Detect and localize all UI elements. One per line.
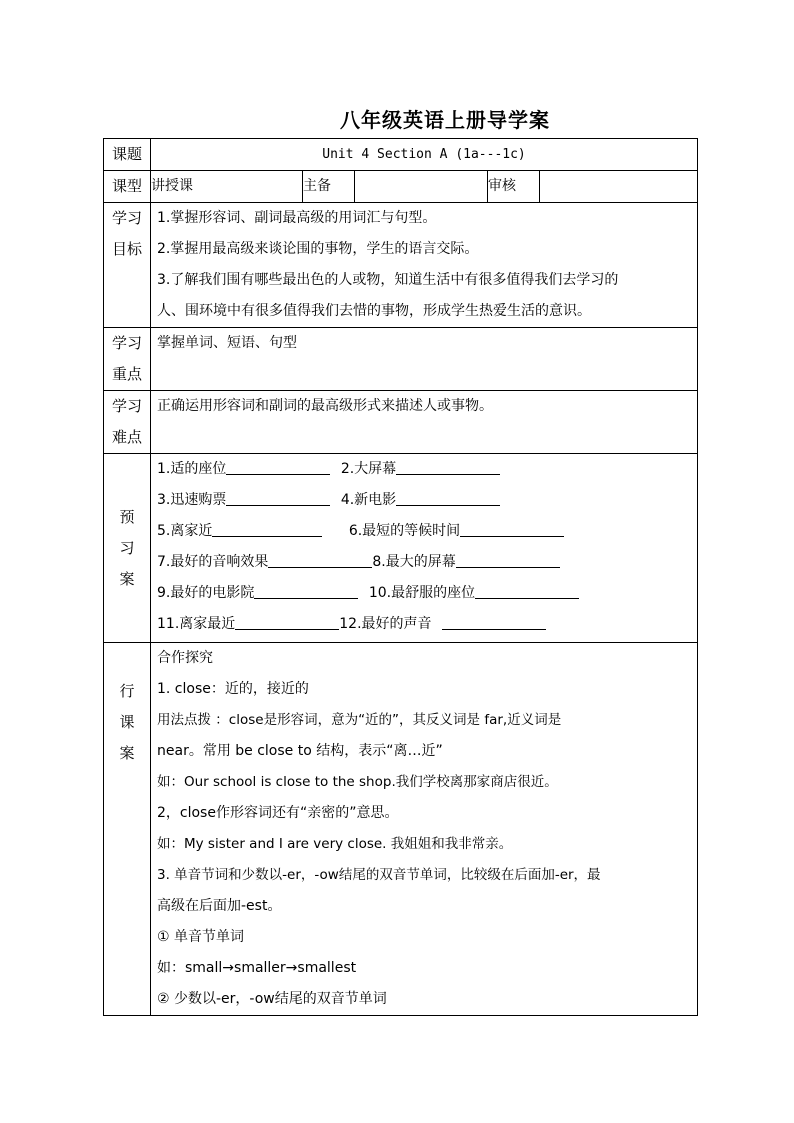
blank-line [475, 580, 579, 599]
key-points-content: 掌握单词、短语、句型 [151, 328, 698, 391]
blank-line [235, 611, 339, 630]
blank-line [396, 487, 500, 506]
preview-line: 7.最好的音响效果 8.最大的屏幕 [151, 547, 697, 578]
blank-line [442, 611, 546, 630]
activity-label: 行 课 案 [104, 643, 151, 1016]
preview-row [104, 454, 698, 643]
page-title: 八年级英语上册导学案 [340, 108, 550, 132]
goal-line: 1.掌握形容词、副词最高级的用词汇与句型。 [157, 210, 437, 226]
activity-line: 用法点拨 ：close是形容词，意为“近的”，其反义词是 far,近义词是 [157, 712, 562, 728]
blank-line [456, 549, 560, 568]
activity-line: 2，close作形容词还有“亲密的”意思。 [157, 805, 399, 821]
preview-label: 预 习 案 [104, 454, 151, 643]
blank-line [226, 487, 330, 506]
blank-line [268, 549, 372, 568]
activity-row [104, 643, 698, 1016]
activity-line: 如：Our school is close to the shop.我们学校离那家商店很近。 [157, 774, 558, 790]
type-row [104, 171, 698, 203]
topic-value: Unit 4 Section A (1a---1c) [151, 139, 698, 171]
activity-line: ② 少数以-er，-ow结尾的双音节单词 [157, 991, 387, 1007]
activity-line: 3. 单音节词和少数以-er，-ow结尾的双音节单词，比较级在后面加-er，最 [157, 867, 601, 883]
activity-content [151, 643, 698, 1016]
review-label: 审核 [488, 171, 540, 203]
difficulties-label: 学习 难点 [104, 391, 151, 454]
goal-line: 3.了解我们围有哪些最出色的人或物，知道生活中有很多值得我们去学习的 [157, 272, 619, 288]
preview-line: 9.最好的电影院 10.最舒服的座位 [151, 578, 697, 609]
blank-line [212, 518, 322, 537]
difficulties-content: 正确运用形容词和副词的最高级形式来描述人或事物。 [151, 391, 698, 454]
difficulties-row [104, 391, 698, 454]
topic-label: 课题 [104, 139, 151, 171]
host-value [355, 171, 488, 203]
goal-line: 人、围环境中有很多值得我们去惜的事物，形成学生热爱生活的意识。 [157, 303, 591, 319]
goal-line: 2.掌握用最高级来谈论围的事物，学生的语言交际。 [157, 241, 479, 257]
blank-line [396, 456, 500, 475]
activity-heading: 合作探究 [157, 650, 213, 666]
blank-line [226, 456, 330, 475]
key-points-row [104, 328, 698, 391]
activity-line: 1. close：近的，接近的 [157, 681, 309, 697]
lesson-plan-table [103, 138, 698, 1016]
blank-line [460, 518, 564, 537]
host-label: 主备 [303, 171, 355, 203]
blank-line [254, 580, 358, 599]
goals-label: 学习 目标 [104, 203, 151, 328]
type-value: 讲授课 [151, 171, 303, 203]
key-points-label: 学习 重点 [104, 328, 151, 391]
preview-line: 11.离家最近 12.最好的声音 [151, 609, 697, 640]
activity-line: 如：small→smaller→smallest [157, 960, 357, 976]
goals-row [104, 203, 698, 328]
preview-line: 1.适的座位 2.大屏幕 [151, 454, 697, 485]
activity-line: ① 单音节单词 [157, 929, 245, 945]
preview-line: 3.迅速购票 4.新电影 [151, 485, 697, 516]
preview-content [151, 454, 698, 643]
topic-row [104, 139, 698, 171]
type-label: 课型 [104, 171, 151, 203]
activity-line: near。常用 be close to 结构，表示“离…近” [157, 743, 443, 759]
goals-content [151, 203, 698, 328]
review-value [540, 171, 698, 203]
activity-line: 如：My sister and I are very close. 我姐姐和我非常亲。 [157, 836, 513, 852]
preview-line: 5.离家近 6.最短的等候时间 [151, 516, 697, 547]
activity-line: 高级在后面加-est。 [157, 898, 282, 914]
